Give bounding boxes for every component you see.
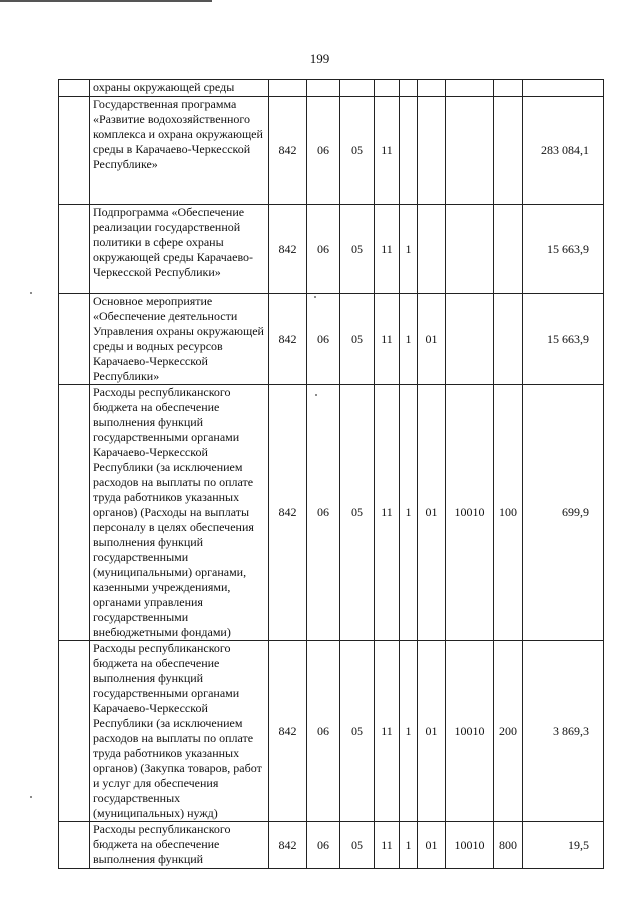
ministry-code-cell: 842 (269, 641, 307, 822)
subsection-code-cell: 05 (340, 294, 375, 385)
scan-speck (314, 296, 316, 298)
subprogram-code-cell: 1 (400, 385, 418, 641)
row-index-cell (59, 205, 90, 294)
subprogram-code-cell (400, 97, 418, 205)
program-code-cell: 11 (375, 205, 400, 294)
subsection-code-cell (340, 80, 375, 97)
expense-type-code-cell (494, 294, 523, 385)
program-code-cell: 11 (375, 294, 400, 385)
scan-speck (30, 292, 32, 294)
subprogram-code-cell (400, 80, 418, 97)
ministry-code-cell: 842 (269, 97, 307, 205)
table-row (59, 641, 604, 822)
section-code-cell: 06 (307, 641, 340, 822)
program-code-cell: 11 (375, 822, 400, 869)
ministry-code-cell (269, 80, 307, 97)
scan-speck (30, 796, 32, 798)
activity-code-cell (418, 205, 446, 294)
program-code-cell: 11 (375, 385, 400, 641)
table-row (59, 822, 604, 869)
table-row (59, 80, 604, 97)
amount-cell: 699,9 (523, 385, 604, 641)
subsection-code-cell: 05 (340, 97, 375, 205)
expense-name-cell: Расходы республиканского бюджета на обеспечение выполнения функций государственными органами Карачаево-Черкесской Республики (за исключением расходов на выплаты по оплате труда работников указанных органов) (Закупка товаров, работ и услуг для обеспечения государственных (муниципальных) нужд) (90, 641, 269, 822)
expense-type-code-cell (494, 205, 523, 294)
subsection-code-cell: 05 (340, 385, 375, 641)
activity-code-cell (418, 80, 446, 97)
expense-type-code-cell: 200 (494, 641, 523, 822)
amount-cell: 3 869,3 (523, 641, 604, 822)
budget-table (58, 79, 604, 869)
subsection-code-cell: 05 (340, 205, 375, 294)
section-code-cell: 06 (307, 205, 340, 294)
subsection-code-cell: 05 (340, 822, 375, 869)
section-code-cell: 06 (307, 294, 340, 385)
row-index-cell (59, 80, 90, 97)
expense-type-code-cell: 100 (494, 385, 523, 641)
direction-code-cell (446, 294, 494, 385)
amount-cell (523, 80, 604, 97)
expense-name-cell: охраны окружающей среды (90, 80, 269, 97)
expense-name-cell: Расходы республиканского бюджета на обеспечение выполнения функций (90, 822, 269, 869)
direction-code-cell: 10010 (446, 822, 494, 869)
activity-code-cell: 01 (418, 294, 446, 385)
scan-top-rule (0, 0, 212, 2)
amount-cell: 19,5 (523, 822, 604, 869)
amount-cell: 15 663,9 (523, 205, 604, 294)
table-row (59, 97, 604, 205)
program-code-cell (375, 80, 400, 97)
row-index-cell (59, 385, 90, 641)
subprogram-code-cell: 1 (400, 641, 418, 822)
row-index-cell (59, 822, 90, 869)
expense-name-cell: Государственная программа «Развитие водохозяйственного комплекса и охрана окружающей среды в Карачаево-Черкесской Республике» (90, 97, 269, 205)
ministry-code-cell: 842 (269, 385, 307, 641)
activity-code-cell: 01 (418, 822, 446, 869)
table-row (59, 294, 604, 385)
activity-code-cell (418, 97, 446, 205)
subsection-code-cell: 05 (340, 641, 375, 822)
ministry-code-cell: 842 (269, 294, 307, 385)
activity-code-cell: 01 (418, 641, 446, 822)
row-index-cell (59, 294, 90, 385)
direction-code-cell: 10010 (446, 385, 494, 641)
ministry-code-cell: 842 (269, 205, 307, 294)
expense-name-cell: Подпрограмма «Обеспечение реализации государственной политики в сфере охраны окружающей среды Карачаево-Черкесской Республики» (90, 205, 269, 294)
direction-code-cell (446, 205, 494, 294)
subprogram-code-cell: 1 (400, 294, 418, 385)
expense-type-code-cell: 800 (494, 822, 523, 869)
expense-type-code-cell (494, 80, 523, 97)
section-code-cell: 06 (307, 97, 340, 205)
subprogram-code-cell: 1 (400, 822, 418, 869)
activity-code-cell: 01 (418, 385, 446, 641)
direction-code-cell (446, 97, 494, 205)
expense-name-cell: Основное мероприятие «Обеспечение деятельности Управления охраны окружающей среды и водных ресурсов Карачаево-Черкесской Республики» (90, 294, 269, 385)
direction-code-cell: 10010 (446, 641, 494, 822)
expense-name-cell: Расходы республиканского бюджета на обеспечение выполнения функций государственными органами Карачаево-Черкесской Республики (за исключением расходов на выплаты по оплате труда работников указанных органов) (Расходы на выплаты персоналу в целях обеспечения выполнения функций государственными (муниципальными) органами, казенными учреждениями, органами управления государственными внебюджетными фондами) (90, 385, 269, 641)
section-code-cell: 06 (307, 822, 340, 869)
row-index-cell (59, 97, 90, 205)
table-row (59, 205, 604, 294)
program-code-cell: 11 (375, 97, 400, 205)
page-number: 199 (309, 51, 330, 66)
expense-type-code-cell (494, 97, 523, 205)
ministry-code-cell: 842 (269, 822, 307, 869)
table-row (59, 385, 604, 641)
row-index-cell (59, 641, 90, 822)
subprogram-code-cell: 1 (400, 205, 418, 294)
program-code-cell: 11 (375, 641, 400, 822)
amount-cell: 283 084,1 (523, 97, 604, 205)
section-code-cell: 06 (307, 385, 340, 641)
amount-cell: 15 663,9 (523, 294, 604, 385)
scan-speck (315, 394, 317, 396)
direction-code-cell (446, 80, 494, 97)
section-code-cell (307, 80, 340, 97)
